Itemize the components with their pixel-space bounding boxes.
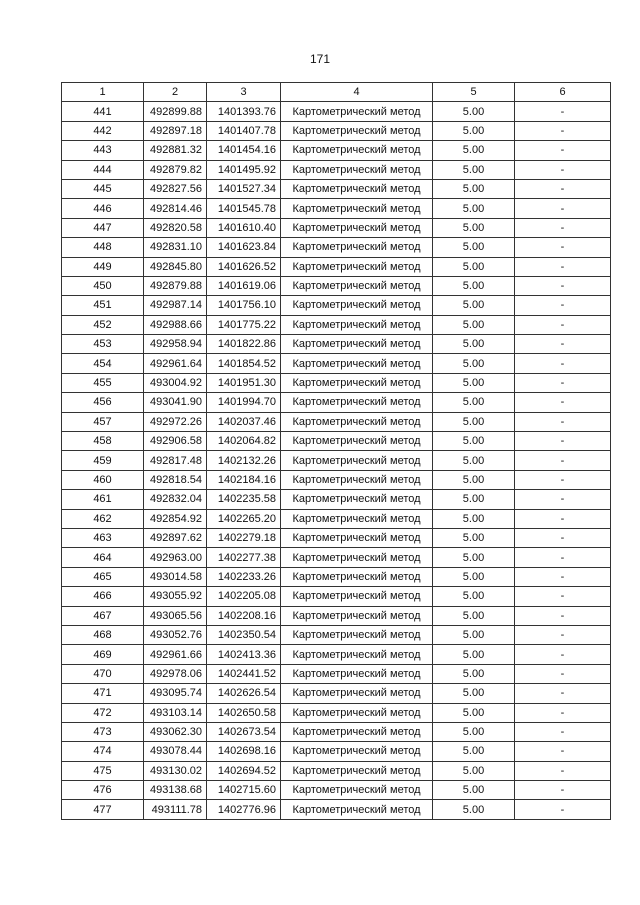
table-row [62,160,611,179]
x-coordinate-cell: 493004.92 [144,373,207,392]
accuracy-cell: 5.00 [433,684,515,703]
x-coordinate-cell: 492820.58 [144,218,207,237]
point-number-cell: 449 [62,257,144,276]
y-coordinate-cell: 1402184.16 [207,470,281,489]
x-coordinate-cell: 493095.74 [144,684,207,703]
point-number-cell: 443 [62,141,144,160]
table-row [62,587,611,606]
note-cell: - [515,335,611,354]
y-coordinate-cell: 1402715.60 [207,781,281,800]
accuracy-cell: 5.00 [433,800,515,819]
accuracy-cell: 5.00 [433,276,515,295]
table-row [62,257,611,276]
method-cell: Картометрический метод [281,373,433,392]
x-coordinate-cell: 492963.00 [144,548,207,567]
note-cell: - [515,703,611,722]
note-cell: - [515,102,611,121]
table-body [62,102,611,819]
note-cell: - [515,276,611,295]
note-cell: - [515,393,611,412]
method-cell: Картометрический метод [281,567,433,586]
method-cell: Картометрический метод [281,335,433,354]
accuracy-cell: 5.00 [433,412,515,431]
note-cell: - [515,315,611,334]
accuracy-cell: 5.00 [433,373,515,392]
note-cell: - [515,160,611,179]
point-number-cell: 462 [62,509,144,528]
note-cell: - [515,684,611,703]
point-number-cell: 470 [62,664,144,683]
column-header: 6 [515,83,611,102]
method-cell: Картометрический метод [281,257,433,276]
table-row [62,315,611,334]
x-coordinate-cell: 492827.56 [144,179,207,198]
table-row [62,102,611,121]
table-row [62,645,611,664]
table-row [62,509,611,528]
point-number-cell: 468 [62,625,144,644]
accuracy-cell: 5.00 [433,606,515,625]
x-coordinate-cell: 493062.30 [144,722,207,741]
point-number-cell: 461 [62,490,144,509]
point-number-cell: 473 [62,722,144,741]
method-cell: Картометрический метод [281,102,433,121]
point-number-cell: 466 [62,587,144,606]
note-cell: - [515,645,611,664]
point-number-cell: 475 [62,761,144,780]
method-cell: Картометрический метод [281,121,433,140]
method-cell: Картометрический метод [281,606,433,625]
accuracy-cell: 5.00 [433,625,515,644]
note-cell: - [515,257,611,276]
method-cell: Картометрический метод [281,722,433,741]
method-cell: Картометрический метод [281,509,433,528]
point-number-cell: 464 [62,548,144,567]
method-cell: Картометрический метод [281,315,433,334]
point-number-cell: 465 [62,567,144,586]
point-number-cell: 460 [62,470,144,489]
y-coordinate-cell: 1402205.08 [207,587,281,606]
y-coordinate-cell: 1401610.40 [207,218,281,237]
x-coordinate-cell: 492897.18 [144,121,207,140]
method-cell: Картометрический метод [281,432,433,451]
point-number-cell: 442 [62,121,144,140]
method-cell: Картометрический метод [281,412,433,431]
note-cell: - [515,470,611,489]
table-row [62,179,611,198]
accuracy-cell: 5.00 [433,490,515,509]
y-coordinate-cell: 1402277.38 [207,548,281,567]
y-coordinate-cell: 1401775.22 [207,315,281,334]
column-header: 4 [281,83,433,102]
accuracy-cell: 5.00 [433,742,515,761]
method-cell: Картометрический метод [281,160,433,179]
x-coordinate-cell: 492845.80 [144,257,207,276]
x-coordinate-cell: 493014.58 [144,567,207,586]
y-coordinate-cell: 1401756.10 [207,296,281,315]
accuracy-cell: 5.00 [433,141,515,160]
accuracy-cell: 5.00 [433,354,515,373]
x-coordinate-cell: 493078.44 [144,742,207,761]
point-number-cell: 453 [62,335,144,354]
y-coordinate-cell: 1402064.82 [207,432,281,451]
y-coordinate-cell: 1402413.36 [207,645,281,664]
x-coordinate-cell: 492814.46 [144,199,207,218]
y-coordinate-cell: 1402279.18 [207,528,281,547]
table-row [62,625,611,644]
y-coordinate-cell: 1402235.58 [207,490,281,509]
table-row [62,121,611,140]
accuracy-cell: 5.00 [433,567,515,586]
x-coordinate-cell: 492978.06 [144,664,207,683]
point-number-cell: 451 [62,296,144,315]
table-row [62,742,611,761]
method-cell: Картометрический метод [281,393,433,412]
accuracy-cell: 5.00 [433,451,515,470]
accuracy-cell: 5.00 [433,781,515,800]
method-cell: Картометрический метод [281,528,433,547]
method-cell: Картометрический метод [281,354,433,373]
note-cell: - [515,742,611,761]
point-number-cell: 469 [62,645,144,664]
method-cell: Картометрический метод [281,199,433,218]
method-cell: Картометрический метод [281,625,433,644]
point-number-cell: 445 [62,179,144,198]
table-row [62,548,611,567]
accuracy-cell: 5.00 [433,528,515,547]
note-cell: - [515,528,611,547]
note-cell: - [515,509,611,528]
point-number-cell: 455 [62,373,144,392]
accuracy-cell: 5.00 [433,179,515,198]
note-cell: - [515,800,611,819]
y-coordinate-cell: 1401454.16 [207,141,281,160]
y-coordinate-cell: 1402626.54 [207,684,281,703]
x-coordinate-cell: 493103.14 [144,703,207,722]
accuracy-cell: 5.00 [433,335,515,354]
table-row [62,296,611,315]
point-number-cell: 472 [62,703,144,722]
method-cell: Картометрический метод [281,800,433,819]
y-coordinate-cell: 1402698.16 [207,742,281,761]
table-row [62,528,611,547]
column-header: 5 [433,83,515,102]
table-row [62,335,611,354]
accuracy-cell: 5.00 [433,121,515,140]
x-coordinate-cell: 492899.88 [144,102,207,121]
x-coordinate-cell: 493041.90 [144,393,207,412]
table-row [62,218,611,237]
method-cell: Картометрический метод [281,587,433,606]
method-cell: Картометрический метод [281,238,433,257]
accuracy-cell: 5.00 [433,393,515,412]
accuracy-cell: 5.00 [433,199,515,218]
note-cell: - [515,664,611,683]
y-coordinate-cell: 1401951.30 [207,373,281,392]
note-cell: - [515,432,611,451]
x-coordinate-cell: 492854.92 [144,509,207,528]
y-coordinate-cell: 1401527.34 [207,179,281,198]
x-coordinate-cell: 492818.54 [144,470,207,489]
point-number-cell: 448 [62,238,144,257]
point-number-cell: 467 [62,606,144,625]
note-cell: - [515,373,611,392]
accuracy-cell: 5.00 [433,296,515,315]
method-cell: Картометрический метод [281,218,433,237]
note-cell: - [515,121,611,140]
method-cell: Картометрический метод [281,703,433,722]
y-coordinate-cell: 1402037.46 [207,412,281,431]
accuracy-cell: 5.00 [433,257,515,276]
note-cell: - [515,722,611,741]
point-number-cell: 474 [62,742,144,761]
table-row [62,606,611,625]
page-number: 171 [309,52,331,66]
x-coordinate-cell: 493065.56 [144,606,207,625]
method-cell: Картометрический метод [281,276,433,295]
note-cell: - [515,179,611,198]
accuracy-cell: 5.00 [433,218,515,237]
table-row [62,781,611,800]
table-row [62,432,611,451]
point-number-cell: 446 [62,199,144,218]
y-coordinate-cell: 1401619.06 [207,276,281,295]
column-header: 2 [144,83,207,102]
x-coordinate-cell: 492972.26 [144,412,207,431]
note-cell: - [515,354,611,373]
note-cell: - [515,761,611,780]
method-cell: Картометрический метод [281,664,433,683]
point-number-cell: 454 [62,354,144,373]
y-coordinate-cell: 1401495.92 [207,160,281,179]
note-cell: - [515,199,611,218]
point-number-cell: 463 [62,528,144,547]
point-number-cell: 447 [62,218,144,237]
note-cell: - [515,781,611,800]
table-row [62,703,611,722]
table-row [62,684,611,703]
table-row [62,354,611,373]
point-number-cell: 444 [62,160,144,179]
method-cell: Картометрический метод [281,296,433,315]
column-header: 1 [62,83,144,102]
x-coordinate-cell: 493130.02 [144,761,207,780]
method-cell: Картометрический метод [281,781,433,800]
accuracy-cell: 5.00 [433,703,515,722]
note-cell: - [515,141,611,160]
point-number-cell: 476 [62,781,144,800]
y-coordinate-cell: 1401623.84 [207,238,281,257]
accuracy-cell: 5.00 [433,722,515,741]
table-row [62,141,611,160]
note-cell: - [515,412,611,431]
method-cell: Картометрический метод [281,761,433,780]
y-coordinate-cell: 1401626.52 [207,257,281,276]
y-coordinate-cell: 1401545.78 [207,199,281,218]
method-cell: Картометрический метод [281,742,433,761]
table-row [62,199,611,218]
method-cell: Картометрический метод [281,548,433,567]
note-cell: - [515,625,611,644]
y-coordinate-cell: 1402233.26 [207,567,281,586]
note-cell: - [515,548,611,567]
x-coordinate-cell: 492988.66 [144,315,207,334]
x-coordinate-cell: 492897.62 [144,528,207,547]
accuracy-cell: 5.00 [433,102,515,121]
column-header: 3 [207,83,281,102]
x-coordinate-cell: 492906.58 [144,432,207,451]
note-cell: - [515,238,611,257]
x-coordinate-cell: 492832.04 [144,490,207,509]
method-cell: Картометрический метод [281,179,433,198]
accuracy-cell: 5.00 [433,645,515,664]
table-header [62,83,611,102]
note-cell: - [515,451,611,470]
accuracy-cell: 5.00 [433,548,515,567]
y-coordinate-cell: 1402132.26 [207,451,281,470]
y-coordinate-cell: 1402350.54 [207,625,281,644]
accuracy-cell: 5.00 [433,664,515,683]
accuracy-cell: 5.00 [433,315,515,334]
table-row [62,722,611,741]
point-number-cell: 457 [62,412,144,431]
coordinates-table [61,82,611,820]
point-number-cell: 477 [62,800,144,819]
point-number-cell: 458 [62,432,144,451]
method-cell: Картометрический метод [281,684,433,703]
y-coordinate-cell: 1401854.52 [207,354,281,373]
y-coordinate-cell: 1401407.78 [207,121,281,140]
y-coordinate-cell: 1401393.76 [207,102,281,121]
table-row [62,412,611,431]
note-cell: - [515,218,611,237]
table-row [62,800,611,819]
accuracy-cell: 5.00 [433,509,515,528]
x-coordinate-cell: 493052.76 [144,625,207,644]
table-row [62,276,611,295]
accuracy-cell: 5.00 [433,432,515,451]
table-row [62,238,611,257]
note-cell: - [515,606,611,625]
header-row [62,83,611,102]
note-cell: - [515,567,611,586]
table-row [62,470,611,489]
x-coordinate-cell: 493055.92 [144,587,207,606]
x-coordinate-cell: 493138.68 [144,781,207,800]
point-number-cell: 450 [62,276,144,295]
x-coordinate-cell: 492961.66 [144,645,207,664]
accuracy-cell: 5.00 [433,470,515,489]
y-coordinate-cell: 1402441.52 [207,664,281,683]
y-coordinate-cell: 1401822.86 [207,335,281,354]
note-cell: - [515,296,611,315]
table-row [62,451,611,470]
table-row [62,373,611,392]
accuracy-cell: 5.00 [433,587,515,606]
point-number-cell: 452 [62,315,144,334]
x-coordinate-cell: 492879.82 [144,160,207,179]
method-cell: Картометрический метод [281,645,433,664]
method-cell: Картометрический метод [281,141,433,160]
accuracy-cell: 5.00 [433,761,515,780]
x-coordinate-cell: 492817.48 [144,451,207,470]
point-number-cell: 456 [62,393,144,412]
note-cell: - [515,490,611,509]
point-number-cell: 459 [62,451,144,470]
x-coordinate-cell: 492879.88 [144,276,207,295]
x-coordinate-cell: 492881.32 [144,141,207,160]
x-coordinate-cell: 492961.64 [144,354,207,373]
method-cell: Картометрический метод [281,451,433,470]
point-number-cell: 471 [62,684,144,703]
point-number-cell: 441 [62,102,144,121]
y-coordinate-cell: 1402673.54 [207,722,281,741]
y-coordinate-cell: 1402694.52 [207,761,281,780]
y-coordinate-cell: 1402265.20 [207,509,281,528]
accuracy-cell: 5.00 [433,160,515,179]
method-cell: Картометрический метод [281,490,433,509]
x-coordinate-cell: 492987.14 [144,296,207,315]
x-coordinate-cell: 492958.94 [144,335,207,354]
x-coordinate-cell: 493111.78 [144,800,207,819]
y-coordinate-cell: 1402208.16 [207,606,281,625]
y-coordinate-cell: 1402776.96 [207,800,281,819]
method-cell: Картометрический метод [281,470,433,489]
table-row [62,393,611,412]
y-coordinate-cell: 1402650.58 [207,703,281,722]
x-coordinate-cell: 492831.10 [144,238,207,257]
table-row [62,490,611,509]
table-row [62,761,611,780]
table-row [62,664,611,683]
note-cell: - [515,587,611,606]
accuracy-cell: 5.00 [433,238,515,257]
table-row [62,567,611,586]
y-coordinate-cell: 1401994.70 [207,393,281,412]
